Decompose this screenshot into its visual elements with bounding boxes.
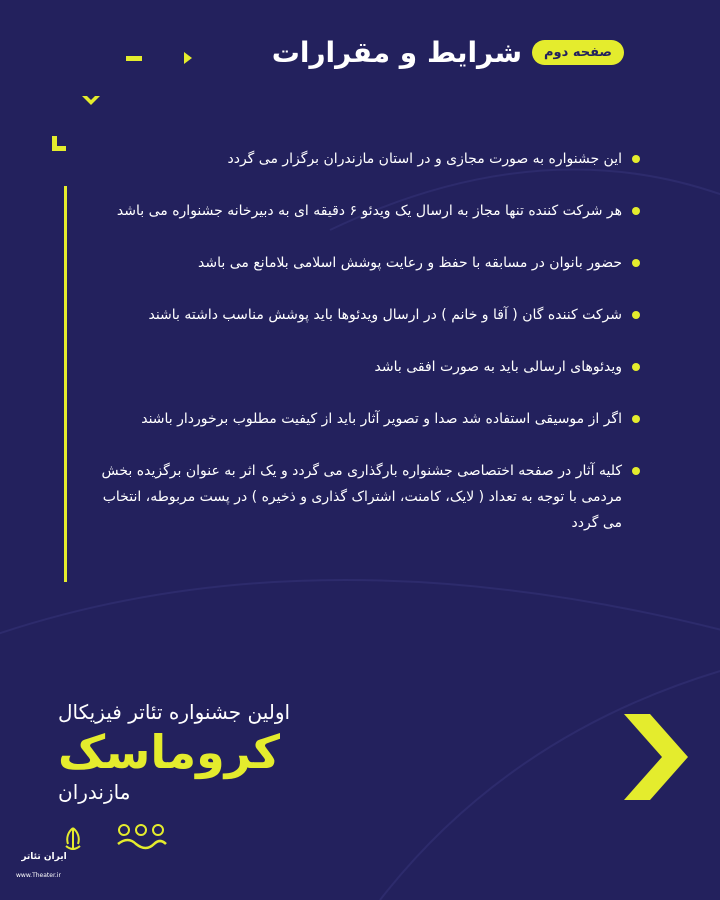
bullet-icon [632,155,640,163]
rule-item [92,302,640,328]
header [272,36,624,69]
rules-divider-line [64,186,67,582]
bullet-icon [632,207,640,215]
bullet-icon [632,415,640,423]
corner-bracket-deco [52,136,66,152]
festival-name: کروماسک [58,725,281,779]
chevron-small-deco [180,50,196,66]
bullet-icon [632,311,640,319]
rule-text: کلیه آثار در صفحه اختصاصی جشنواره بارگذاری می گردد و یک اثر به عنوان برگزیده بخش مردمی با توجه به تعداد ( لایک، کامنت، اشتراک گذاری و ذخیره ) در پست مربوطه، انتخاب می گردد [101,463,622,531]
rule-item [92,354,640,380]
rule-text: ویدئوهای ارسالی باید به صورت افقی باشد [374,359,622,375]
chevron-down-deco [80,94,102,108]
bullet-icon [632,467,640,475]
rule-text: هر شرکت کننده تنها مجاز به ارسال یک ویدئو ۶ دقیقه ای به دبیرخانه جشنواره می باشد [116,203,622,219]
yellow-dash-deco [126,56,142,62]
rule-item [92,458,640,536]
rule-text: شرکت کننده گان ( آقا و خانم ) در ارسال ویدئوها باید پوشش مناسب داشته باشند [148,307,622,323]
rule-item [92,198,640,224]
bullet-icon [632,259,640,267]
website-text: www.Theater.ir [16,872,61,879]
rule-text: این جشنواره به صورت مجازی و در استان مازندران برگزار می گردد [227,151,622,167]
iran-emblem-icon [62,826,84,852]
festival-subtitle: اولین جشنواره تئاتر فیزیکال [58,700,291,724]
page-badge: صفحه دوم [532,40,624,65]
rule-item [92,406,640,432]
rule-text: حضور بانوان در مسابقه با حفظ و رعایت پوشش اسلامی بلامانع می باشد [198,255,622,271]
page-title: شرایط و مقرارات [271,36,523,69]
rule-item [92,146,640,172]
iran-theater-logo-text: ایران تئاتر [21,852,67,862]
chevron-right-icon [624,714,688,800]
festival-city: مازندران [58,780,131,804]
rule-text: اگر از موسیقی استفاده شد صدا و تصویر آثار باید از کیفیت مطلوب برخوردار باشند [141,411,622,427]
rule-item [92,250,640,276]
festival-logo-icon [114,822,168,854]
festival-block [58,700,298,804]
bullet-icon [632,363,640,371]
rules-list [92,146,640,562]
